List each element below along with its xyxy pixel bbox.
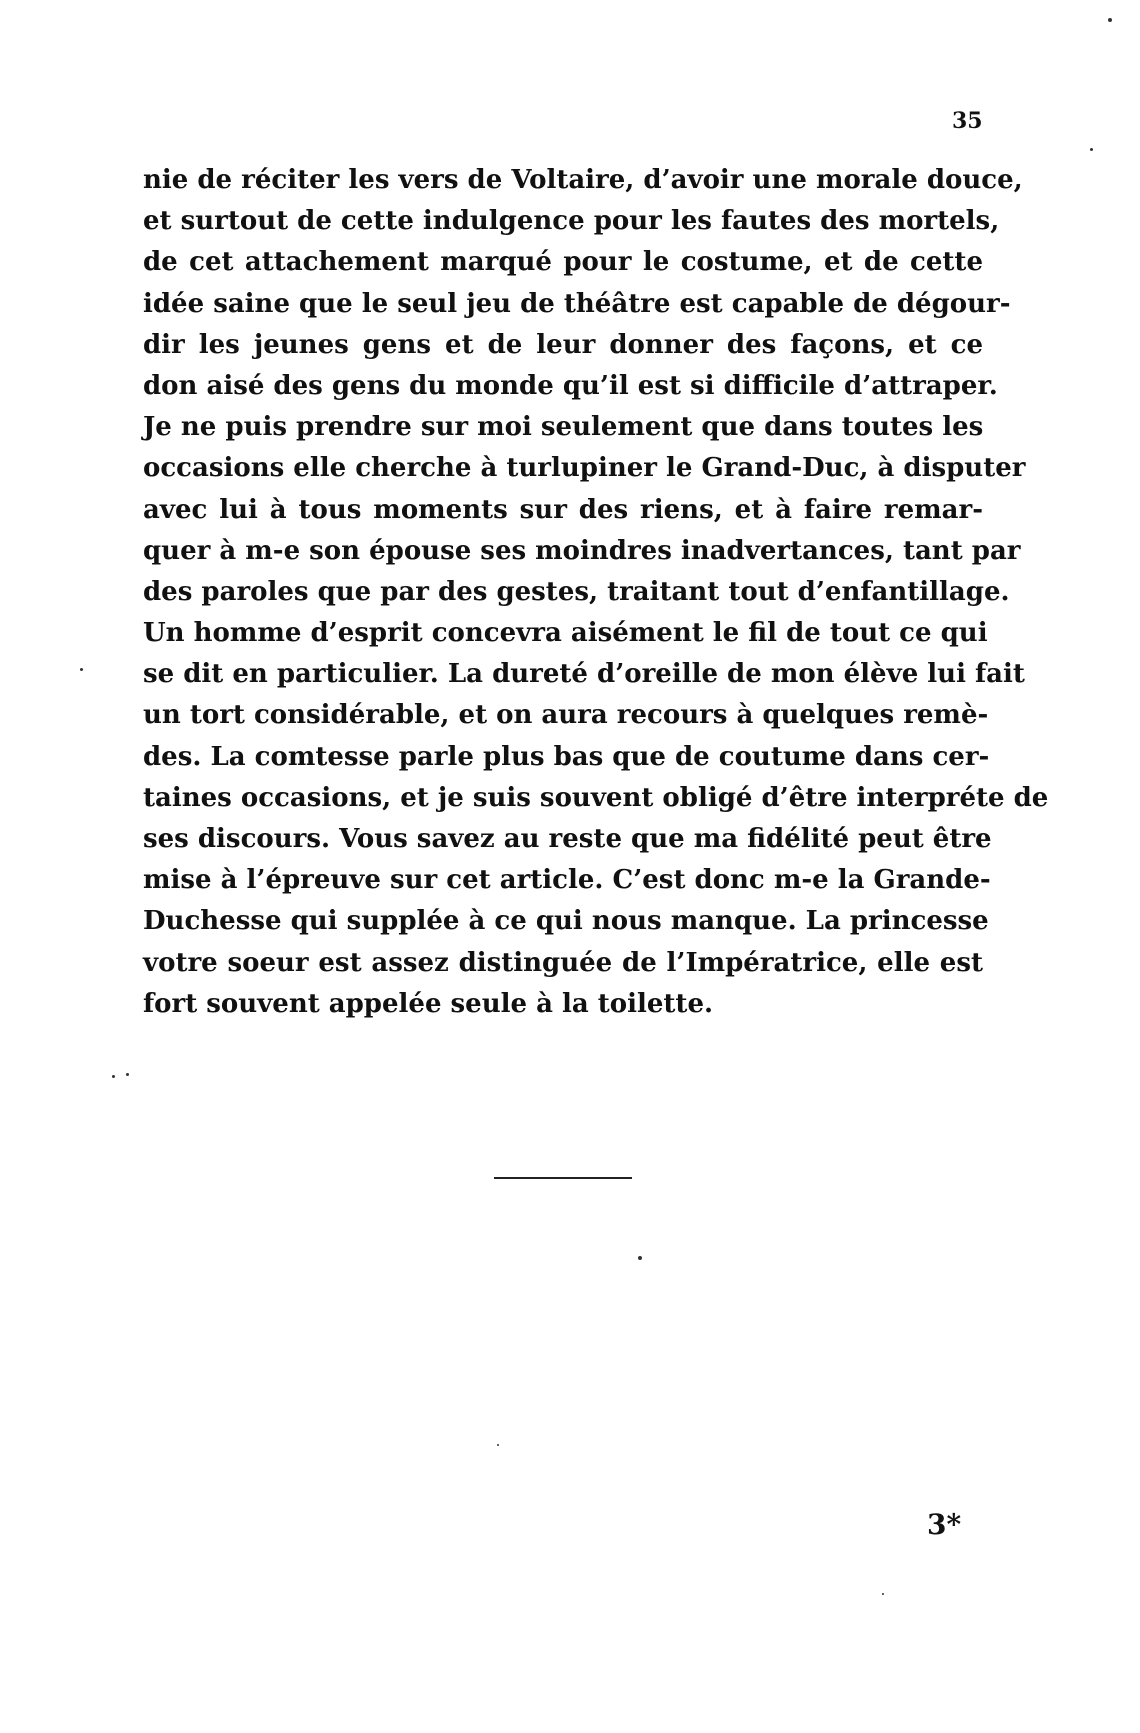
text-line: avec lui à tous moments sur des riens, et à faire remar-	[143, 494, 983, 525]
text-line: idée saine que le seul jeu de théâtre est capable de dégour-	[143, 288, 1011, 319]
scan-speck	[112, 1075, 115, 1078]
scan-speck	[497, 1444, 499, 1446]
text-line: ses discours. Vous savez au reste que ma fidélité peut être	[143, 824, 992, 854]
text-line: dir les jeunes gens et de leur donner des façons, et ce	[143, 329, 983, 360]
scan-speck	[80, 668, 83, 671]
text-line: quer à m-e son épouse ses moindres inadvertances, tant par	[143, 535, 1021, 566]
text-line: des. La comtesse parle plus bas que de coutume dans cer-	[143, 741, 990, 772]
scan-speck	[882, 1593, 884, 1595]
text-line: votre soeur est assez distinguée de l’Impératrice, elle est	[143, 947, 983, 978]
scan-speck	[638, 1256, 642, 1260]
signature-mark: 3*	[927, 1508, 962, 1541]
text-line: se dit en particulier. La dureté d’oreille de mon élève lui fait	[143, 659, 1025, 690]
text-line: un tort considérable, et on aura recours à quelques remè-	[143, 700, 989, 731]
text-line: Je ne puis prendre sur moi seulement que dans toutes les	[143, 412, 984, 443]
text-line: taines occasions, et je suis souvent obligé d’être interpréte de	[143, 782, 1049, 813]
text-line: fort souvent appelée seule à la toilette.	[143, 988, 714, 1019]
section-divider	[494, 1177, 632, 1179]
text-line: Duchesse qui supplée à ce qui nous manque. La princesse	[143, 906, 989, 937]
text-line: de cet attachement marqué pour le costume, et de cette	[143, 247, 983, 278]
text-line: Un homme d’esprit concevra aisément le fil de tout ce qui	[143, 618, 988, 649]
text-line: don aisé des gens du monde qu’il est si difficile d’attraper.	[143, 370, 998, 401]
text-line: occasions elle cherche à turlupiner le Grand-Duc, à disputer	[143, 453, 1026, 484]
scan-speck	[1090, 148, 1093, 151]
page-number: 35	[952, 108, 983, 134]
text-line: mise à l’épreuve sur cet article. C’est donc m-e la Grande-	[143, 865, 991, 896]
text-line: des paroles que par des gestes, traitant tout d’enfantillage.	[143, 576, 1010, 607]
body-text	[143, 160, 1049, 1025]
text-line: nie de réciter les vers de Voltaire, d’avoir une morale douce,	[143, 165, 1023, 195]
scan-speck	[126, 1073, 129, 1076]
scan-speck	[1108, 18, 1112, 22]
text-line: et surtout de cette indulgence pour les fautes des mortels,	[143, 206, 1000, 237]
